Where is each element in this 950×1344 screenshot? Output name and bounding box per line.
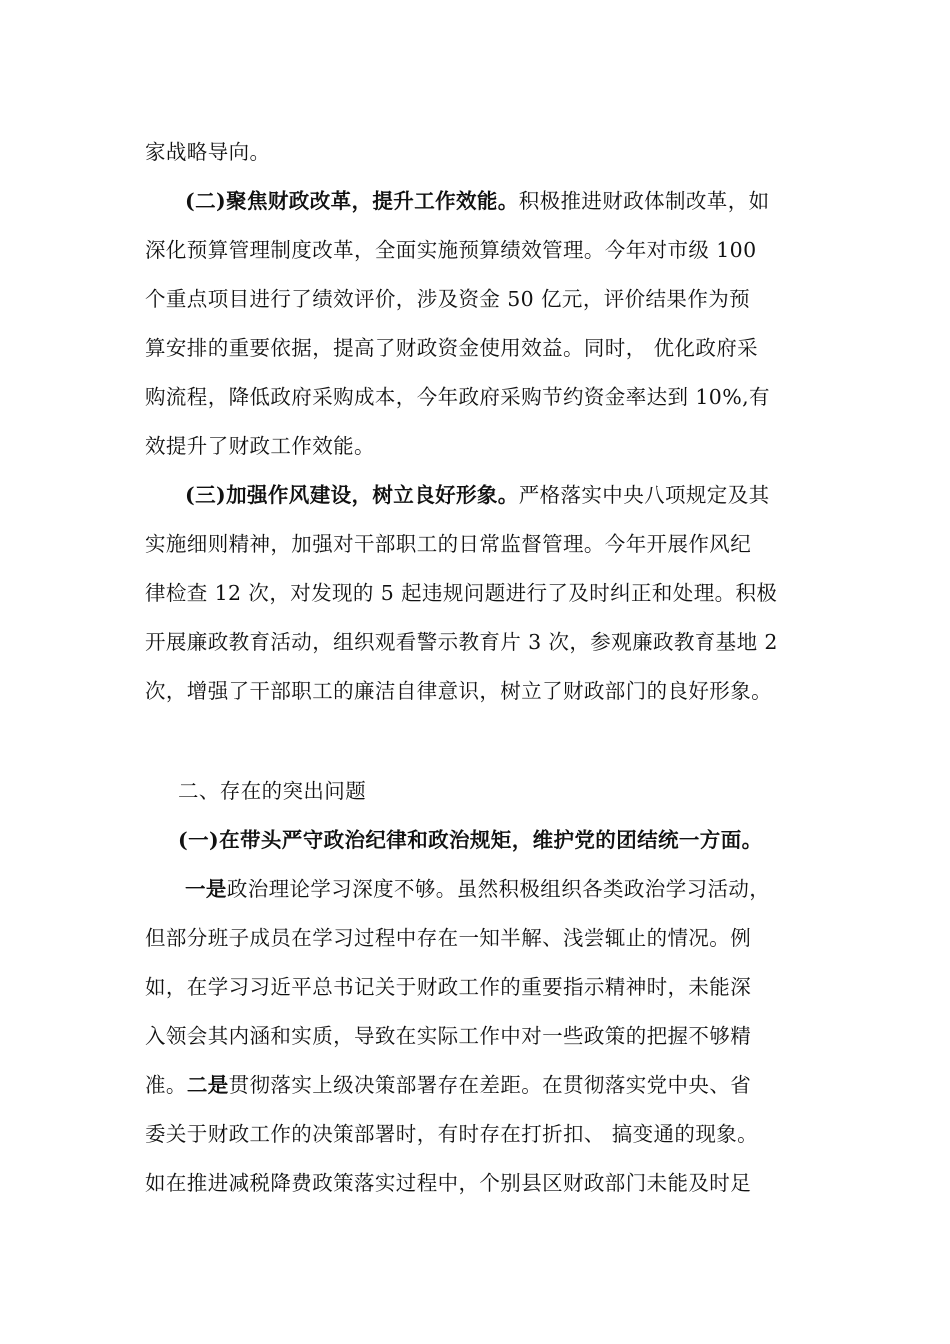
- paragraph-line: 深化预算管理制度改革，全面实施预算绩效管理。今年对市级 100: [145, 238, 757, 262]
- paragraph-text: 政治理论学习深度不够。虽然积极组织各类政治学习活动，: [226, 877, 771, 901]
- section-heading: (三)加强作风建设，树立良好形象。: [185, 483, 519, 507]
- paragraph-line: 如在推进减税降费政策落实过程中，个别县区财政部门未能及时足: [145, 1171, 752, 1195]
- paragraph-line: [145, 865, 810, 914]
- point-marker: 一是: [185, 877, 227, 901]
- section-heading-line: [145, 177, 810, 226]
- paragraph-line: 入领会其内涵和实质，导致在实际工作中对一些政策的把握不够精: [145, 1024, 752, 1048]
- part-title: 二、存在的突出问题: [178, 779, 367, 803]
- section-heading: (二)聚焦财政改革，提升工作效能。: [185, 189, 519, 213]
- paragraph-line: 家战略导向。: [145, 140, 271, 164]
- paragraph-line: [145, 1061, 810, 1110]
- paragraph-line: 购流程，降低政府采购成本，今年政府采购节约资金率达到 10%,有: [145, 385, 770, 409]
- paragraph-text: 贯彻落实上级决策部署存在差距。在贯彻落实党中央、省: [228, 1073, 752, 1097]
- section-spacer: [145, 716, 810, 767]
- paragraph-line: 但部分班子成员在学习过程中存在一知半解、浅尝辄止的情况。例: [145, 926, 752, 950]
- paragraph-line: 律检查 12 次，对发现的 5 起违规问题进行了及时纠正和处理。积极: [145, 581, 778, 605]
- paragraph-line: 效提升了财政工作效能。: [145, 434, 375, 458]
- section-heading-line: [145, 471, 810, 520]
- paragraph-line: 如，在学习习近平总书记关于财政工作的重要指示精神时，未能深: [145, 975, 752, 999]
- document-page: [145, 128, 810, 1208]
- paragraph-line: 个重点项目进行了绩效评价，涉及资金 50 亿元，评价结果作为预: [145, 287, 751, 311]
- paragraph-text: 准。: [145, 1073, 187, 1097]
- paragraph-line: 实施细则精神，加强对干部职工的日常监督管理。今年开展作风纪: [145, 532, 752, 556]
- subsection-heading: (一)在带头严守政治纪律和政治规矩，维护党的团结统一方面。: [178, 828, 763, 852]
- paragraph-line: 算安排的重要依据，提高了财政资金使用效益。同时， 优化政府采: [145, 336, 759, 360]
- paragraph-text: 严格落实中央八项规定及其: [518, 483, 770, 507]
- point-marker: 二是: [186, 1073, 229, 1097]
- paragraph-text: 积极推进财政体制改革，如: [518, 189, 770, 213]
- paragraph-line: 开展廉政教育活动，组织观看警示教育片 3 次，参观廉政教育基地 2: [145, 630, 778, 654]
- paragraph-line: 委关于财政工作的决策部署时，有时存在打折扣、 搞变通的现象。: [145, 1122, 759, 1146]
- paragraph-line: 次，增强了干部职工的廉洁自律意识，树立了财政部门的良好形象。: [145, 679, 772, 703]
